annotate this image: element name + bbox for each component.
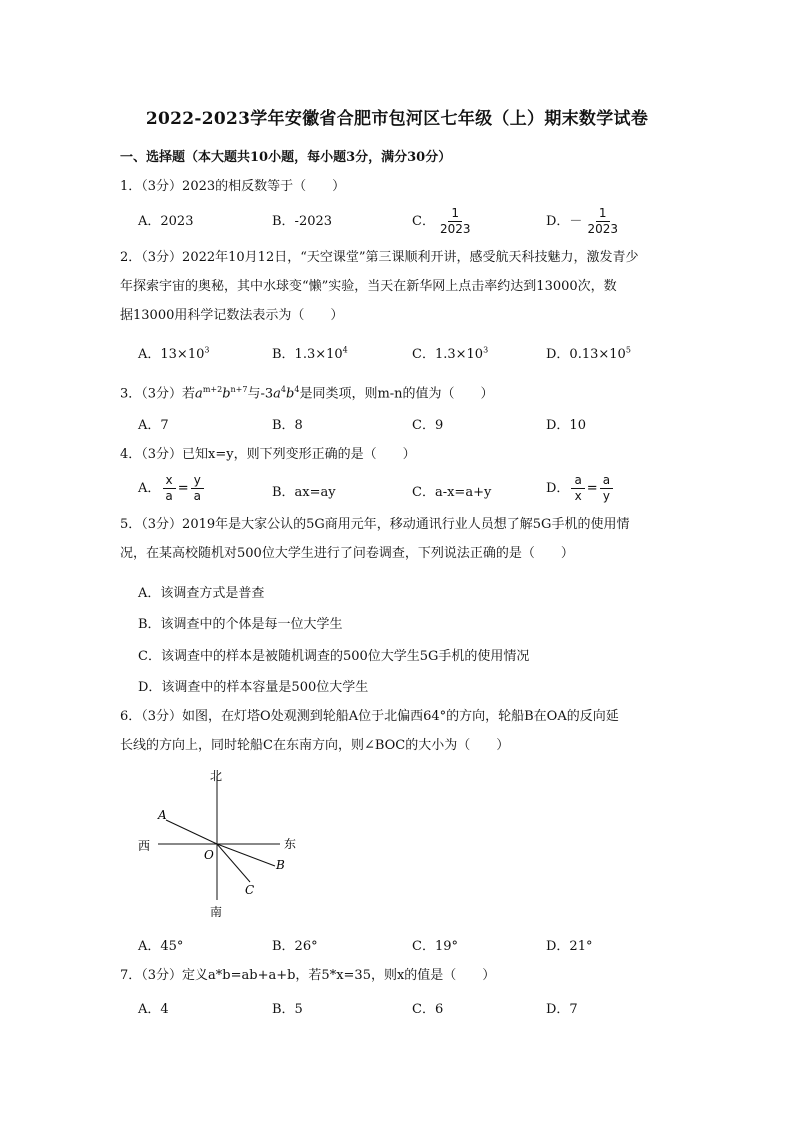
option-a-label: A． (138, 481, 161, 496)
denominator: a (193, 489, 202, 503)
section-title: 一、选择题（本大题共10小题，每小题3分，满分30分） (120, 150, 452, 165)
ray-ob (217, 844, 275, 866)
question-3-prefix: 3．（3分）若 (120, 386, 196, 402)
question-7-options (138, 998, 698, 1028)
option-b: B．ax=ay (272, 485, 336, 500)
question-2-line-3: 据13000用科学记数法表示为（ ） (120, 308, 344, 323)
option-c-label: C． (412, 214, 435, 229)
denominator: y (602, 489, 610, 503)
term-2-mid: b (286, 386, 295, 402)
term-1-base: a (195, 386, 203, 402)
option-b: B．5 (272, 1002, 303, 1017)
question-5-option-c: C．该调查中的样本是被随机调查的500位大学生5G手机的使用情况 (138, 649, 530, 664)
denominator: a (165, 489, 173, 503)
question-3-suffix: 是同类项，则m-n的值为（ ） (299, 386, 494, 402)
question-5-line-2: 况，在某高校随机对500位大学生进行了问卷调查，下列说法正确的是（ ） (120, 546, 574, 561)
exponent: 3 (204, 345, 210, 355)
option-c-text: C．1.3×10 (412, 347, 484, 362)
fraction (162, 473, 175, 504)
option-d: D．7 (546, 1002, 578, 1017)
question-1-options (138, 206, 698, 236)
question-5-option-a: A．该调查方式是普查 (138, 586, 265, 601)
question-6 (120, 702, 680, 760)
question-3-mid: 与-3 (247, 386, 274, 402)
option-b: B．-2023 (272, 214, 333, 229)
term-1-mid: b (222, 386, 231, 402)
numerator: 1 (448, 206, 462, 222)
term-2-exp-1: 4 (280, 385, 287, 394)
ray-oc (217, 844, 250, 882)
option-d: D．21° (546, 939, 593, 954)
option-b: B．26° (272, 939, 318, 954)
question-2-line-1: 2．（3分）2022年10月12日，“天空课堂”第三课顺利开讲，感受航天科技魅力，激发青少 (120, 250, 639, 265)
label-o: O (204, 848, 214, 862)
question-5-option-b: B．该调查中的个体是每一位大学生 (138, 617, 343, 632)
question-3 (120, 375, 680, 408)
option-b: B．8 (272, 418, 303, 433)
option-b-text: B．1.3×10 (272, 347, 343, 362)
exponent: 5 (625, 345, 631, 355)
question-5-line-1: 5．（3分）2019年是大家公认的5G商用元年，移动通讯行业人员想了解5G手机的使用情 (120, 517, 630, 532)
option-a: A．4 (138, 1002, 169, 1017)
numerator: a (571, 473, 584, 489)
fraction (571, 473, 584, 504)
term-2-exp-2: 4 (294, 385, 300, 394)
denominator: x (574, 489, 582, 503)
option-d (546, 343, 631, 362)
option-c: C．19° (412, 939, 458, 954)
question-2 (120, 243, 680, 330)
option-a: A．45° (138, 939, 184, 954)
numerator: x (163, 473, 176, 489)
question-6-line-1: 6．（3分）如图，在灯塔O处观测到轮船A位于北偏西64°的方向，轮船B在OA的反向延 (120, 709, 619, 724)
question-2-line-2: 年探索宇宙的奥秘，其中水球变“懒”实验，当天在新华网上点击率约达到13000次，数 (120, 279, 617, 294)
option-c (412, 343, 488, 362)
option-c: C．6 (412, 1002, 444, 1017)
option-d (546, 206, 623, 237)
denominator: 2023 (439, 222, 471, 236)
term-2-base: a (273, 386, 281, 402)
option-d-label: D． (546, 481, 570, 496)
label-north: 北 (210, 769, 223, 783)
label-east: 东 (284, 837, 297, 851)
exponent: 3 (483, 345, 489, 355)
label-a: A (158, 808, 167, 822)
question-4-options (138, 473, 698, 503)
fraction (191, 473, 204, 504)
fraction (584, 206, 621, 237)
denominator: 2023 (587, 222, 618, 236)
numerator: a (600, 473, 613, 489)
question-2-options (138, 343, 698, 373)
equals-sign: = (177, 481, 189, 496)
option-c (412, 206, 476, 237)
option-c: C．a-x=a+y (412, 485, 492, 500)
option-d (546, 473, 615, 504)
option-a (138, 473, 206, 504)
equals-sign: = (586, 481, 598, 496)
option-d-text: D．0.13×10 (546, 347, 626, 362)
page-title: 2022-2023学年安徽省合肥市包河区七年级（上）期末数学试卷 (145, 109, 649, 129)
option-c: C．9 (412, 418, 444, 433)
label-b: B (276, 858, 285, 872)
compass-diagram (130, 762, 310, 922)
term-1-exp-2: n+7 (230, 385, 248, 394)
numerator: 1 (596, 206, 610, 222)
option-d-label: D．－ (546, 214, 583, 229)
option-a-text: A．13×10 (138, 347, 205, 362)
numerator: y (191, 473, 204, 489)
fraction (437, 206, 474, 237)
question-1: 1．（3分）2023的相反数等于（ ） (120, 179, 346, 194)
question-6-line-2: 长线的方向上，同时轮船C在东南方向，则∠BOC的大小为（ ） (120, 738, 510, 753)
term-1-exp-1: m+2 (202, 385, 223, 394)
fraction (600, 473, 613, 504)
question-5 (120, 510, 680, 568)
option-a: A．2023 (138, 214, 194, 229)
question-7: 7．（3分）定义a*b=ab+a+b，若5*x=35，则x的值是（ ） (120, 968, 496, 983)
question-5-option-d: D．该调查中的样本容量是500位大学生 (138, 680, 369, 695)
label-west: 西 (138, 839, 151, 853)
exponent: 4 (342, 345, 348, 355)
label-south: 南 (210, 905, 223, 919)
ray-oa (166, 820, 217, 844)
option-d: D．10 (546, 418, 586, 433)
option-b (272, 343, 348, 362)
label-c: C (245, 883, 255, 897)
question-4: 4．（3分）已知x=y，则下列变形正确的是（ ） (120, 447, 416, 462)
option-a: A．7 (138, 418, 169, 433)
option-a (138, 343, 209, 362)
